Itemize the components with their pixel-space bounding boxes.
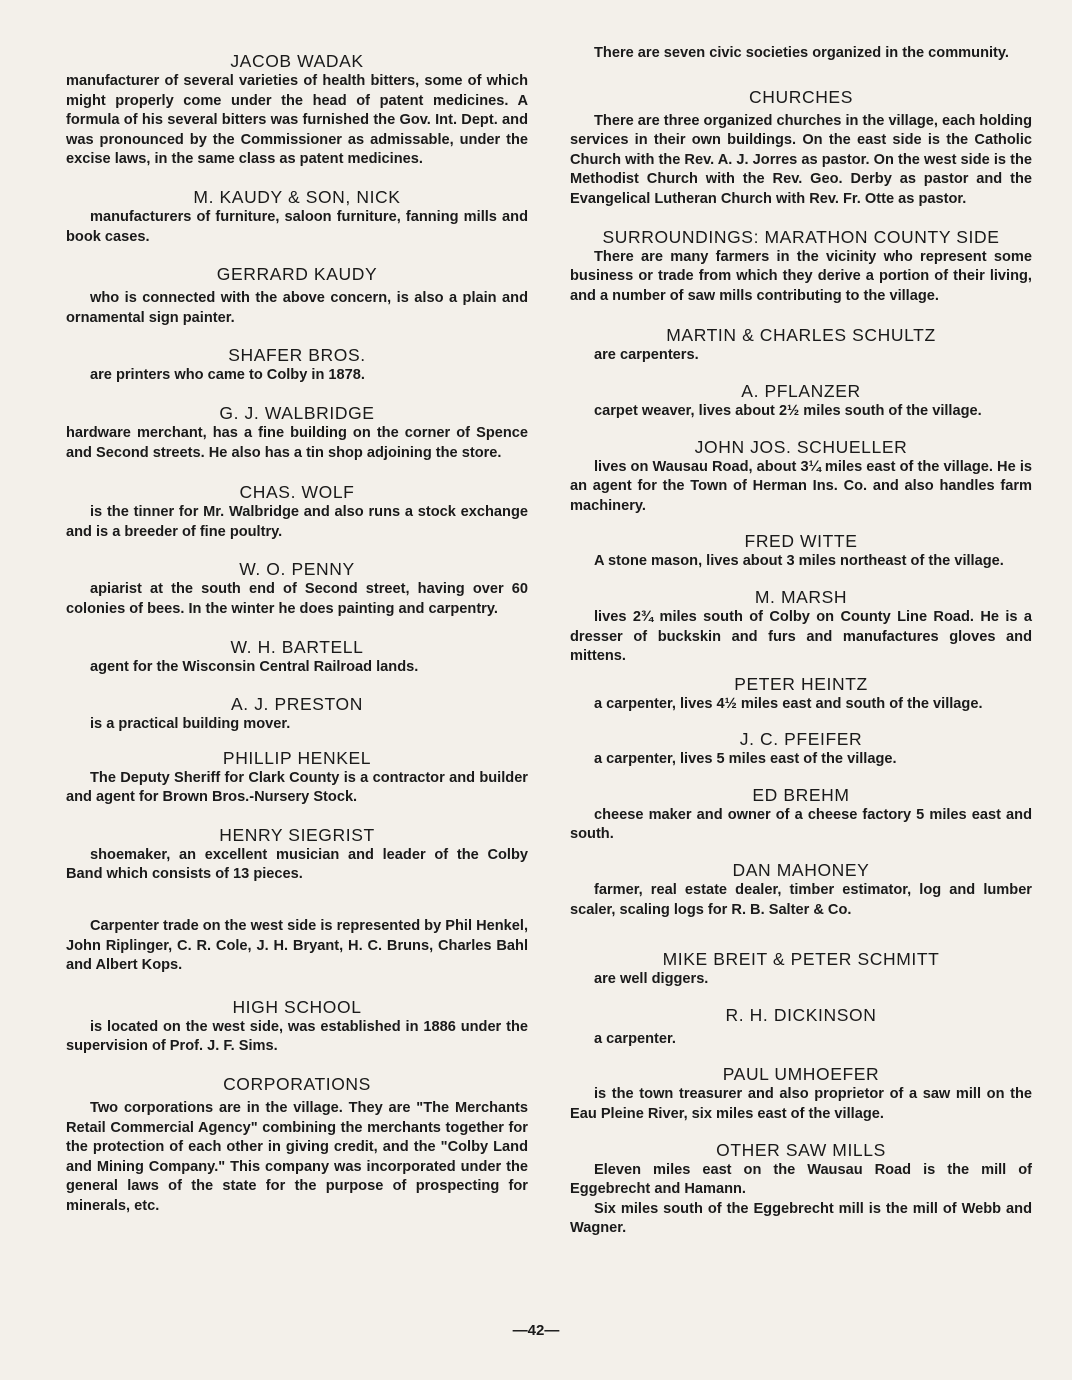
- entry-m-kaudy-son: [66, 186, 528, 247]
- entry-text: is located on the west side, was established in 1886 under the supervision of Prof. J. F. Sims.: [66, 1018, 528, 1055]
- entry-heading: MARTIN & CHARLES SCHULTZ: [666, 325, 936, 346]
- entry-peter-heintz: [570, 673, 1032, 715]
- entry-heading: J. C. PFEIFER: [739, 729, 863, 750]
- entry-text: manufacturer of several varieties of health bitters, some of which might properly come under the head of patent medicines. A formula of his several bitters was furnished the Gov. Int. Dept. and was pronounced by the Commissioner as admissable, under the excise laws, in the same class as patent medicines.: [66, 73, 528, 168]
- entry-heading: W. H. BARTELL: [230, 636, 364, 657]
- entry-heading: R. H. DICKINSON: [725, 1004, 877, 1025]
- entry-heading: PHILLIP HENKEL: [222, 747, 372, 768]
- entry-heading: HIGH SCHOOL: [232, 996, 362, 1017]
- entry-schultz: [570, 324, 1032, 366]
- entry-heading: FRED WITTE: [744, 531, 858, 552]
- entry-surroundings: [570, 226, 1032, 307]
- entry-heading: HENRY SIEGRIST: [219, 824, 375, 845]
- entry-ed-brehm: [570, 784, 1032, 845]
- entry-text: manufacturers of furniture, saloon furniture, fanning mills and book cases.: [66, 208, 528, 245]
- entry-text: are printers who came to Colby in 1878.: [90, 367, 365, 384]
- entry-text: is the town treasurer and also proprietor of a saw mill on the Eau Pleine River, six miles east of the village.: [570, 1086, 1032, 1123]
- entry-heading: SURROUNDINGS: MARATHON COUNTY SIDE: [602, 226, 1000, 247]
- entry-heading: W. O. PENNY: [239, 559, 355, 580]
- entry-text: There are many farmers in the vicinity who represent some business or trade from which they derive a portion of their living, and a number of saw mills contributing to the village.: [570, 248, 1032, 304]
- entry-text: a carpenter.: [594, 1030, 676, 1047]
- entry-heading: CHAS. WOLF: [239, 482, 355, 503]
- entry-heading: MIKE BREIT & PETER SCHMITT: [662, 949, 940, 970]
- entry-text: Two corporations are in the village. They are "The Merchants Retail Commercial Agency" combining the merchants together for the protection of each other in giving credit, and the "Colby Land and Mining Company." This company was incorporated under the general laws of the state for the purpose of prospecting for minerals, etc.: [66, 1100, 528, 1214]
- entry-text: hardware merchant, has a fine building on the corner of Spence and Second streets. He also has a tin shop adjoining the store.: [66, 424, 528, 461]
- entry-corporations: [66, 1073, 528, 1217]
- entry-civic-societies: [570, 44, 1032, 64]
- entry-dickinson: [570, 1004, 1032, 1050]
- entry-text: Eleven miles east on the Wausau Road is the mill of Eggebrecht and Hamann.: [570, 1161, 1032, 1198]
- entry-text: is the tinner for Mr. Walbridge and also runs a stock exchange and is a breeder of fine poultry.: [66, 504, 528, 540]
- entry-heading: PAUL UMHOEFER: [722, 1064, 880, 1085]
- entry-shafer-bros: [66, 344, 528, 386]
- page-number: —42—: [512, 1322, 560, 1339]
- entry-heading: JACOB WADAK: [230, 51, 364, 71]
- entry-text: lives on Wausau Road, about 3¼ miles east of the village. He is an agent for the Town of Herman Ins. Co. and also handles farm machinery.: [570, 458, 1032, 514]
- entry-text: carpet weaver, lives about 2½ miles south of the village.: [594, 402, 982, 419]
- entry-text: lives 2¾ miles south of Colby on County Line Road. He is a dresser of buckskin and furs and manufactures gloves and mittens.: [570, 608, 1032, 665]
- entry-text: shoemaker, an excellent musician and leader of the Colby Band which consists of 13 pieces.: [66, 846, 528, 883]
- entry-paul-umhoefer: [570, 1063, 1032, 1124]
- entry-text: The Deputy Sheriff for Clark County is a contractor and builder and agent for Brown Bros.-Nursery Stock.: [66, 769, 528, 806]
- entry-heading: PETER HEINTZ: [734, 673, 868, 694]
- entry-heading: M. MARSH: [754, 586, 848, 607]
- entry-chas-wolf: [66, 481, 528, 542]
- entry-schueller: [570, 436, 1032, 517]
- entry-g-j-walbridge: [66, 402, 528, 463]
- entry-heading: JOHN JOS. SCHUELLER: [694, 436, 908, 457]
- entry-text: are carpenters.: [594, 347, 699, 364]
- entry-dan-mahoney: [570, 859, 1032, 920]
- entry-churches: [570, 86, 1032, 210]
- entry-text: farmer, real estate dealer, timber estimator, log and lumber scaler, scaling logs for R. B. Salter & Co.: [570, 882, 1032, 918]
- entry-text-2: Six miles south of the Eggebrecht mill is the mill of Webb and Wagner.: [570, 1200, 1032, 1237]
- entry-w-o-penny: [66, 558, 528, 619]
- entry-high-school: [66, 996, 528, 1057]
- entry-text: Carpenter trade on the west side is represented by Phil Henkel, John Riplinger, C. R. Cole, J. H. Bryant, H. C. Bruns, Charles Bahl and Albert Kops.: [66, 918, 528, 974]
- entry-j-c-pfeifer: [570, 728, 1032, 770]
- entry-text: There are three organized churches in the village, each holding services in their own buildings. On the east side is the Catholic Church with the Rev. A. J. Jorres as pastor. On the west side is the Methodist Church with the Rev. Geo. Derby as pastor and the Evangelical Lutheran Church with Rev. Fr. Otte as pastor.: [570, 112, 1032, 207]
- entry-heading: M. KAUDY & SON, NICK: [193, 186, 401, 207]
- entry-henry-siegrist: [66, 824, 528, 885]
- entry-a-j-preston: [66, 693, 528, 735]
- entry-text: is a practical building mover.: [90, 716, 291, 733]
- entry-heading: A. PFLANZER: [741, 380, 861, 401]
- entry-heading: CHURCHES: [749, 86, 853, 107]
- entry-heading: OTHER SAW MILLS: [716, 1139, 886, 1160]
- entry-heading: CORPORATIONS: [223, 1074, 371, 1095]
- entry-jacob-wadak: [66, 50, 528, 170]
- entry-text: are well diggers.: [594, 971, 709, 988]
- entry-heading: ED BREHM: [752, 784, 850, 805]
- entry-w-h-bartell: [66, 636, 528, 678]
- entry-a-pflanzer: [570, 380, 1032, 422]
- entry-heading: SHAFER BROS.: [228, 345, 366, 366]
- entry-text: A stone mason, lives about 3 miles northeast of the village.: [594, 553, 1004, 570]
- entry-breit-schmitt: [570, 948, 1032, 990]
- entry-gerrard-kaudy: [66, 263, 528, 328]
- entry-heading: A. J. PRESTON: [231, 694, 363, 715]
- entry-text: cheese maker and owner of a cheese factory 5 miles east and south.: [570, 806, 1032, 843]
- entry-m-marsh: [570, 586, 1032, 667]
- left-column: [66, 44, 528, 1217]
- right-column: [570, 44, 1032, 1239]
- entry-text: a carpenter, lives 4½ miles east and south of the village.: [594, 695, 983, 712]
- entry-phillip-henkel: [66, 747, 528, 808]
- entry-heading: G. J. WALBRIDGE: [219, 402, 375, 423]
- entry-text: apiarist at the south end of Second street, having over 60 colonies of bees. In the winter he does painting and carpentry.: [66, 581, 528, 617]
- entry-heading: DAN MAHONEY: [732, 860, 870, 881]
- entry-heading: GERRARD KAUDY: [216, 264, 378, 285]
- entry-text: who is connected with the above concern, is also a plain and ornamental sign painter.: [66, 290, 528, 326]
- entry-text: a carpenter, lives 5 miles east of the village.: [594, 751, 897, 768]
- entry-text: agent for the Wisconsin Central Railroad lands.: [90, 658, 419, 675]
- entry-fred-witte: [570, 530, 1032, 572]
- entry-carpenter-trade: [66, 917, 528, 976]
- entry-other-saw-mills: [570, 1139, 1032, 1239]
- entry-text: There are seven civic societies organized in the community.: [594, 45, 1009, 61]
